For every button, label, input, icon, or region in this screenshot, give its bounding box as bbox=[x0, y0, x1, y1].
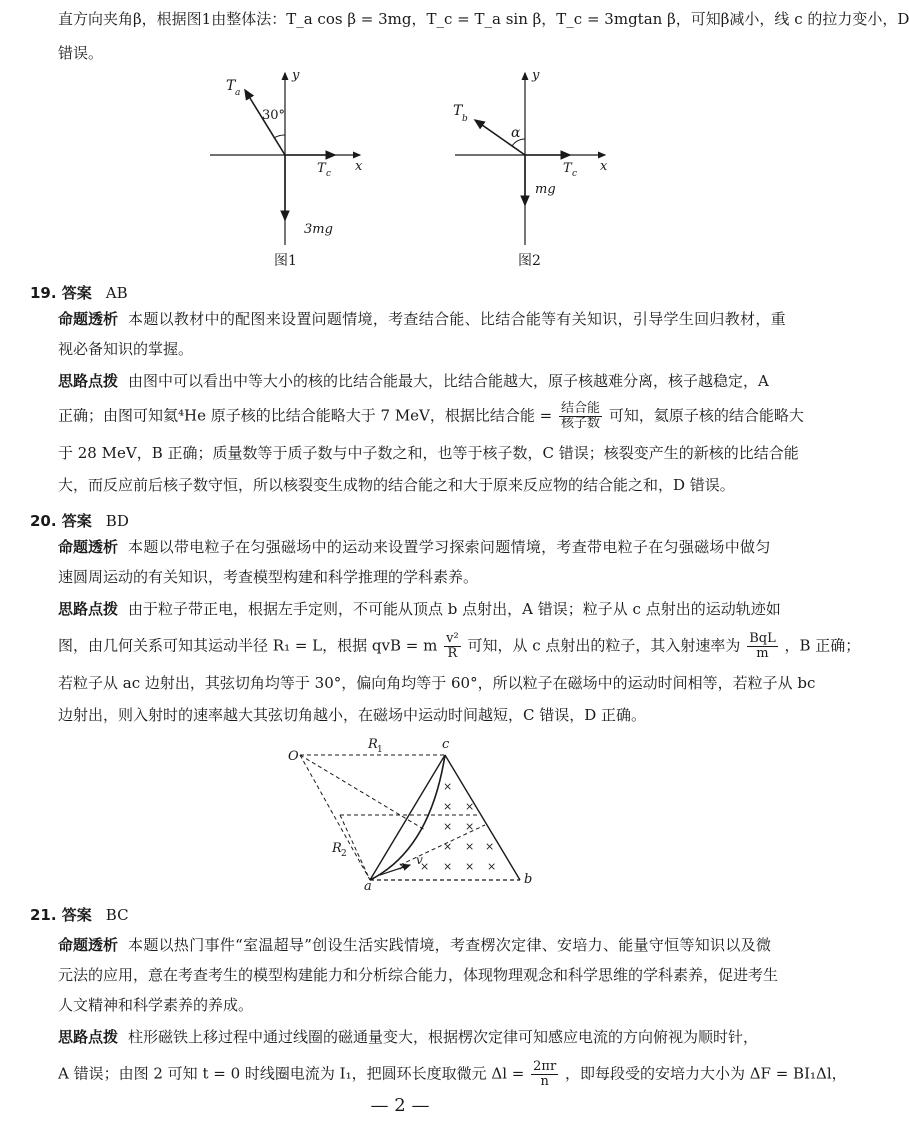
q20-intent-tag: 命题透析 bbox=[58, 538, 119, 556]
q20-header bbox=[30, 510, 129, 531]
q21-hint-line-2 bbox=[58, 1060, 847, 1089]
cross: × bbox=[443, 780, 453, 793]
label-r1: R bbox=[368, 737, 378, 752]
cross: × bbox=[465, 860, 475, 873]
label-r1-sub: 1 bbox=[377, 745, 383, 755]
frac-num: v² bbox=[446, 631, 459, 646]
angle-arc bbox=[274, 135, 285, 138]
frac-den: 核子数 bbox=[561, 416, 601, 431]
frac-num: 结合能 bbox=[561, 401, 601, 416]
label-angle-30: 30° bbox=[262, 108, 286, 123]
q21-hint-text-2b: ，即每段受的安培力大小为 ΔF = BI₁Δl， bbox=[564, 1064, 847, 1083]
q19-intent-line-2: 视必备知识的掌握。 bbox=[58, 340, 194, 358]
q19-intent-line-1 bbox=[58, 308, 786, 330]
q20-number: 20. 答案 bbox=[30, 512, 92, 530]
q20-intent-line-2: 速圆周运动的有关知识，考查模型构建和科学推理的学科素养。 bbox=[58, 568, 479, 586]
label-y: y bbox=[292, 68, 300, 83]
q21-hint-text-1: 柱形磁铁上移过程中通过线圈的磁通量变大，根据楞次定律可知感应电流的方向俯视为顺时针， bbox=[128, 1028, 759, 1046]
figure-2-caption: 图2 bbox=[518, 253, 541, 269]
q21-hint-text-2a: A 错误；由图 2 可知 t = 0 时线圈电流为 I₁，把圆环长度取微元 Δl = bbox=[58, 1064, 525, 1083]
q19-hint-text-1: 由图中可以看出中等大小的核的比结合能最大，比结合能越大，原子核越难分离，核子越稳定，A bbox=[128, 372, 769, 390]
q19-answer: AB bbox=[105, 284, 128, 302]
cross: × bbox=[443, 820, 453, 833]
cross: × bbox=[465, 840, 475, 853]
q20-intent-text-1: 本题以带电粒子在匀强磁场中的运动来设置学习探索问题情境，考查带电粒子在匀强磁场中做匀 bbox=[128, 538, 771, 556]
q19-hint-text-2a: 正确；由图可知氦⁴He 原子核的比结合能略大于 7 MeV，根据比结合能 = bbox=[58, 406, 553, 425]
label-r2-sub: 2 bbox=[341, 849, 347, 859]
cross: × bbox=[398, 860, 408, 873]
q20-hint-line-2 bbox=[58, 632, 860, 661]
frac-num: BqL bbox=[749, 631, 776, 646]
q20-hint-line-1 bbox=[58, 598, 781, 620]
q19-hint-line-1 bbox=[58, 370, 769, 392]
label-b: b bbox=[524, 872, 533, 887]
fraction-v2-over-r bbox=[444, 632, 461, 661]
fraction-2pir-over-n bbox=[531, 1060, 558, 1089]
q19-hint-tag: 思路点拨 bbox=[58, 372, 119, 390]
label-x: x bbox=[600, 159, 608, 174]
q19-hint-line-2 bbox=[58, 402, 804, 431]
page-number: — 2 — bbox=[370, 1095, 430, 1116]
q21-hint-tag: 思路点拨 bbox=[58, 1028, 119, 1046]
q19-intent-tag: 命题透析 bbox=[58, 310, 119, 328]
q20-answer: BD bbox=[105, 512, 129, 530]
figure-1-force-diagram bbox=[200, 65, 370, 265]
label-y: y bbox=[532, 68, 540, 83]
label-tc-sub: c bbox=[572, 169, 578, 179]
frac-den: R bbox=[447, 646, 458, 661]
label-ta: T bbox=[226, 78, 236, 94]
q21-intent-text-1: 本题以热门事件“室温超导”创设生活实践情境，考查楞次定律、安培力、能量守恒等知识以及微 bbox=[128, 936, 772, 954]
frac-den: n bbox=[540, 1074, 549, 1089]
edge-cb bbox=[445, 755, 520, 880]
q20-hint-text-2c: ，B 正确； bbox=[784, 636, 861, 655]
q21-intent-line-3: 人文精神和科学素养的养成。 bbox=[58, 996, 254, 1014]
q20-hint-line-4: 边射出，则入射时的速率越大其弦切角越小，在磁场中运动时间越短，C 错误，D 正确。 bbox=[58, 706, 647, 724]
cross: × bbox=[485, 840, 495, 853]
label-v: v bbox=[416, 853, 423, 867]
cross: × bbox=[420, 860, 430, 873]
label-alpha: α bbox=[511, 125, 521, 141]
q21-intent-tag: 命题透析 bbox=[58, 936, 119, 954]
q21-hint-line-1 bbox=[58, 1026, 758, 1048]
cross: × bbox=[465, 800, 475, 813]
frac-num: 2πr bbox=[533, 1059, 557, 1074]
label-tb: T bbox=[453, 103, 463, 119]
cross: × bbox=[465, 820, 475, 833]
q21-number: 21. 答案 bbox=[30, 906, 92, 924]
label-ta-sub: a bbox=[235, 88, 241, 98]
q19-hint-text-2b: 可知，氦原子核的结合能略大 bbox=[608, 406, 804, 425]
cross: × bbox=[487, 860, 497, 873]
label-tb-sub: b bbox=[462, 114, 468, 124]
q19-header bbox=[30, 282, 128, 303]
q19-hint-line-3: 于 28 MeV，B 正确；质量数等于质子数与中子数之和，也等于核子数，C 错误；核裂变产生的新核的比结合能 bbox=[58, 444, 799, 462]
fraction-binding-energy bbox=[559, 402, 602, 431]
label-x: x bbox=[355, 159, 363, 174]
q20-hint-text-1: 由于粒子带正电，根据左手定则，不可能从顶点 b 点射出，A 错误；粒子从 c 点射出的运动轨迹如 bbox=[128, 600, 781, 618]
line-r2 bbox=[340, 815, 370, 880]
q20-hint-line-3: 若粒子从 ac 边射出，其弦切角均等于 30°，偏向角均等于 60°，所以粒子在磁场中的运动时间相等，若粒子从 bc bbox=[58, 674, 816, 692]
label-tc-sub: c bbox=[326, 169, 332, 179]
q21-answer: BC bbox=[105, 906, 129, 924]
q19-hint-line-4: 大，而反应前后核子数守恒，所以核裂变生成物的结合能之和大于原来反应物的结合能之和，D 错误。 bbox=[58, 476, 735, 494]
label-o: O bbox=[288, 749, 299, 764]
label-tc: T bbox=[317, 161, 326, 176]
label-tc: T bbox=[563, 161, 572, 176]
continuation-line-2: 错误。 bbox=[58, 44, 104, 62]
q19-number: 19. 答案 bbox=[30, 284, 92, 302]
cross: × bbox=[443, 800, 453, 813]
figure-2-force-diagram bbox=[445, 65, 615, 265]
q20-hint-text-2a: 图，由几何关系可知其运动半径 R₁ = L，根据 qvB = m bbox=[58, 636, 438, 655]
cross: × bbox=[443, 860, 453, 873]
q21-header bbox=[30, 904, 129, 925]
continuation-line-1: 直方向夹角β，根据图1由整体法：T_a cos β = 3mg，T_c = T_a sin β，T_c = 3mgtan β，可知β减小，线 c 的拉力变小，D bbox=[58, 10, 909, 28]
label-r2: R bbox=[332, 841, 342, 856]
q20-intent-line-1 bbox=[58, 536, 771, 558]
label-mg: mg bbox=[535, 182, 556, 197]
q20-hint-tag: 思路点拨 bbox=[58, 600, 119, 618]
cross: × bbox=[443, 840, 453, 853]
label-c: c bbox=[442, 737, 450, 752]
line-o-a bbox=[300, 755, 370, 880]
q19-intent-text-1: 本题以教材中的配图来设置问题情境，考查结合能、比结合能等有关知识，引导学生回归教材，重 bbox=[128, 310, 786, 328]
q20-hint-text-2b: 可知，从 c 点射出的粒子，其入射速率为 bbox=[467, 636, 741, 655]
frac-den: m bbox=[756, 646, 769, 661]
figure-3-magnetic-field bbox=[280, 730, 540, 894]
q21-intent-line-2: 元法的应用，意在考查考生的模型构建能力和分析综合能力，体现物理观念和科学思维的学科素养，促进考生 bbox=[58, 966, 779, 984]
fraction-bql-over-m bbox=[747, 632, 778, 661]
label-a: a bbox=[364, 879, 372, 894]
figure-1-caption: 图1 bbox=[274, 253, 297, 269]
q21-intent-line-1 bbox=[58, 934, 771, 956]
label-3mg: 3mg bbox=[304, 222, 333, 237]
